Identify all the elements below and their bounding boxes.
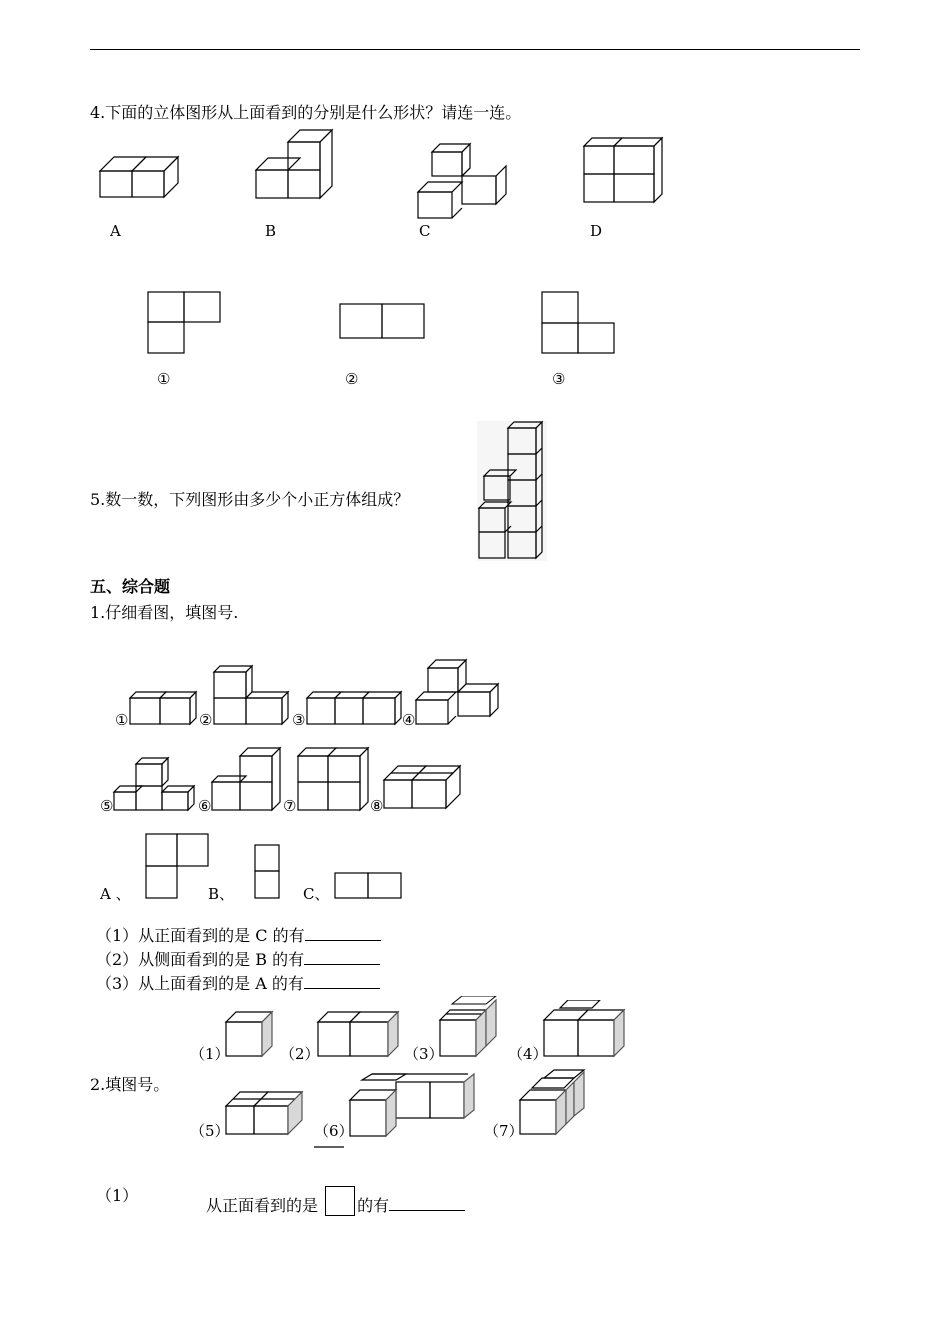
q5-cube-stack-figure (476, 420, 548, 562)
s5q1-option-a-label: A 、 (100, 885, 131, 903)
s5q1-fig-1-label: ① (115, 711, 129, 729)
s5q2-fig-6-label: （6） (314, 1122, 354, 1140)
view-2-label: ② (345, 370, 359, 388)
s5q2-sub-1 (206, 1186, 465, 1216)
s5q2-fig-5 (224, 1086, 304, 1138)
solid-c-label: C (419, 222, 431, 240)
s5q1-fig-4 (414, 656, 504, 726)
view-3-figure (540, 290, 618, 356)
solid-d-label: D (590, 222, 603, 240)
s5q1-fig-5 (112, 756, 200, 812)
s5q2-fig-6 (348, 1070, 478, 1140)
s5q1-fig-2-label: ② (199, 711, 213, 729)
solid-b-label: B (265, 222, 277, 240)
s5q2-fig-4 (542, 1000, 630, 1060)
s5q1-sub-1 (96, 926, 381, 946)
s5q1-fig-3 (305, 686, 405, 726)
s5q1-option-a-figure (144, 832, 212, 900)
solid-a-figure (98, 145, 190, 203)
s5q1-sub-2 (96, 950, 380, 970)
s5q1-sub-3-blank[interactable] (304, 974, 380, 989)
view-1-label: ① (157, 370, 171, 388)
s5q2-fig-2 (316, 1010, 402, 1060)
s5q1-prompt: 1.仔细看图，填图号. (90, 603, 239, 622)
solid-a-label: A (110, 222, 121, 240)
q5-prompt: 5.数一数，下列图形由多少个小正方体组成？ (90, 490, 410, 509)
s5q1-sub-2-text: （2）从侧面看到的是 B 的有 (96, 950, 305, 969)
front-view-square-icon (325, 1186, 355, 1216)
s5q1-sub-1-blank[interactable] (305, 926, 381, 941)
s5q2-fig-1-label: （1） (190, 1045, 230, 1063)
s5q1-fig-8-label: ⑧ (370, 797, 384, 815)
s5q1-fig-5-label: ⑤ (100, 797, 114, 815)
s5q1-fig-8 (382, 764, 466, 812)
q4-prompt: 4.下面的立体图形从上面看到的分别是什么形状？请连一连。 (90, 103, 522, 122)
s5q2-fig-3 (438, 996, 502, 1060)
solid-b-figure (254, 124, 338, 202)
s5q2-fig-3-label: （3） (404, 1045, 444, 1063)
solid-c-figure (414, 138, 512, 222)
s5q1-sub-2-blank[interactable] (304, 950, 380, 965)
s5q1-option-b-figure (253, 843, 281, 900)
s5q1-option-b-label: B、 (208, 885, 235, 903)
s5q1-fig-7-label: ⑦ (283, 797, 297, 815)
s5q1-option-c-label: C、 (303, 885, 330, 903)
s5q2-fig-7-label: （7） (484, 1122, 524, 1140)
s5q2-fig-7 (518, 1068, 590, 1138)
s5q1-fig-3-label: ③ (292, 711, 306, 729)
section5-title: 五、综合题 (90, 577, 171, 596)
s5q2-sub-1-text-a: 从正面看到的是 (206, 1196, 319, 1215)
s5q2-sub-1-text-b: 的有 (357, 1196, 390, 1215)
s5q2-sub-1-blank[interactable] (389, 1196, 465, 1211)
s5q2-sub-1-num: （1） (96, 1186, 139, 1205)
s5q2-fig-2-label: （2） (280, 1045, 320, 1063)
s5q1-fig-7 (296, 746, 372, 812)
s5q1-sub-1-text: （1）从正面看到的是 C 的有 (96, 926, 305, 945)
s5q2-fig-4-label: （4） (508, 1045, 548, 1063)
header-rule (90, 49, 860, 50)
s5q1-fig-6 (210, 746, 286, 812)
solid-d-figure (580, 134, 666, 208)
s5q2-fig-6-underline (314, 1144, 346, 1150)
s5q1-sub-3 (96, 974, 380, 994)
view-1-figure (146, 290, 224, 356)
view-3-label: ③ (552, 370, 566, 388)
view-2-figure (338, 302, 426, 340)
s5q1-sub-3-text: （3）从上面看到的是 A 的有 (96, 974, 304, 993)
s5q1-fig-4-label: ④ (402, 711, 416, 729)
s5q1-fig-6-label: ⑥ (198, 797, 212, 815)
s5q1-fig-2 (212, 660, 292, 726)
s5q1-option-c-figure (333, 871, 403, 900)
s5q2-prompt: 2.填图号。 (90, 1075, 170, 1094)
s5q2-fig-1 (224, 1010, 276, 1060)
s5q2-fig-5-label: （5） (190, 1122, 230, 1140)
s5q1-fig-1 (128, 686, 202, 726)
